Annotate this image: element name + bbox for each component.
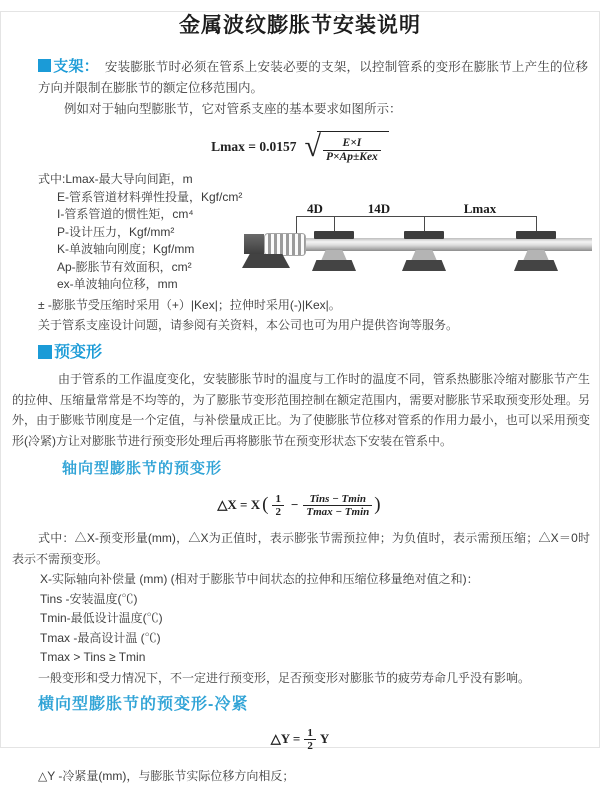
support-saddle (411, 250, 437, 261)
lateral-formula-lhs: △Y = (270, 731, 301, 746)
lateral-formula-rhs: Y (319, 731, 330, 746)
support-example-line: 例如对于轴向型膨胀节，它对管系支座的基本要求如图所示： (64, 102, 402, 116)
section-marker-icon (38, 59, 51, 72)
guide-support (311, 201, 357, 295)
support-intro-text: 安装膨胀节时必须在管系上安装必要的支架，以控制管系的变形在膨胀节上产生的位移方向并限制在膨胀节的额定位移范围内。 (38, 60, 588, 95)
temperature-fraction (303, 493, 372, 518)
axial-subheading: 轴向型膨胀节的预变形 (62, 460, 223, 477)
dim-label-14d: 14D (367, 201, 391, 216)
half-fraction (272, 493, 284, 518)
lateral-subheading: 横向型膨胀节的预变形-冷紧 (38, 696, 249, 713)
lmax-formula (0, 128, 600, 166)
definition-where-label: 式中:Lmax-最大导向间距，m (38, 172, 193, 186)
formula-lhs: Lmax = 0.0157 (211, 139, 297, 154)
dim-label-4d: 4D (307, 201, 323, 216)
radical-sign-icon: √ (304, 130, 321, 163)
open-paren: ( (262, 494, 269, 515)
radical-overbar (317, 131, 389, 164)
fraction-denominator: 2 (272, 505, 284, 518)
anchor-block (244, 234, 264, 254)
preform-body-paragraph: 由于管系的工作温度变化，安装膨胀节时的温度与工作时的温度不同，管系热膨胀冷缩对膨胀节产生的拉伸、压缩量常常是不均等的，为了膨胀节变形范围控制在额定范围内，需要对膨胀节采取预变形处理。另外，由于膨账节刚度是一个定值，与补偿量成正比。为了使膨胀节位移对管系的作用力最小，也可以采用预变形(冷紧)方让对膨胀节进行预变形处理后再将膨胀节在预变形状态下安装在管系中。 (12, 372, 590, 448)
definition-line: E-管系管道材料弹性投量，Kgf/cm² (57, 189, 243, 204)
axial-definition-line: Tins -安装温度(℃) (40, 591, 138, 606)
axial-definition-line: Tmin-最低设计温度(℃) (40, 611, 163, 625)
axial-condition-line: Tmax > Tins ≥ Tmin (40, 650, 146, 664)
support-saddle (523, 250, 549, 261)
fraction-denominator: 2 (304, 739, 316, 752)
support-foot (312, 260, 356, 271)
guide-support (401, 201, 447, 295)
axial-definition-line: Tmax -最高设计温 (℃) (40, 630, 161, 645)
support-cap (314, 231, 354, 239)
definition-line: Ap-膨胀节有效面积，cm² (57, 259, 192, 274)
guide-support (513, 201, 559, 295)
axial-definition-line: X-实际轴向补偿量 (mm) (相对于膨胀节中间状态的拉伸和压缩位移量绝对值之和)： (40, 572, 479, 586)
fraction-numerator: 1 (275, 492, 281, 505)
support-foot (402, 260, 446, 271)
definition-line: P-设计压力，Kgf/mm² (57, 224, 175, 239)
fraction-numerator: Tins − Tmin (309, 492, 366, 505)
pipe-support-diagram (244, 201, 594, 295)
fraction-numerator: 1 (307, 726, 313, 739)
preform-heading-text: 预变形 (54, 344, 103, 361)
fraction-denominator: Tmax − Tmin (303, 505, 372, 518)
dim-label-lmax: Lmax (463, 201, 497, 216)
lateral-formula (0, 724, 600, 754)
anchor-foot (242, 254, 290, 268)
axial-formula (0, 487, 600, 523)
support-intro-paragraph (38, 56, 588, 99)
close-paren: ) (374, 494, 381, 515)
anchor-support (244, 201, 290, 295)
page-title: 金属波纹膨胀节安装说明 (179, 14, 421, 37)
definitions-and-diagram (0, 171, 600, 295)
consult-note: 关于管系支座设计问题，请参阅有关资料，本公司也可为用户提供咨询等服务。 (38, 318, 459, 332)
formula-fraction (323, 137, 381, 164)
axial-general-note: 一般变形和受力情况下，不一定进行预变形，足否预变形对膨胀节的疲劳寿命几乎没有影响。 (38, 670, 531, 685)
support-section-heading: 支架： (53, 58, 99, 75)
support-foot (514, 260, 558, 271)
support-cap (404, 231, 444, 239)
half-fraction (304, 727, 316, 752)
fraction-numerator: E×I (342, 136, 362, 149)
definition-line: I-管系管道的惯性矩，cm⁴ (57, 207, 194, 221)
support-cap (516, 231, 556, 239)
lateral-note: △Y -冷紧量(mm)，与膨胀节实际位移方向相反； (38, 769, 295, 783)
document-page (0, 11, 600, 783)
axial-formula-lhs: △X = X (217, 497, 261, 512)
section-marker-icon (38, 345, 52, 359)
plusminus-note: ± -膨胀节受压缩时采用（+）|Kex|；拉伸时采用(-)|Kex|。 (38, 298, 341, 312)
definition-line: ex-单波轴向位移，mm (57, 277, 178, 291)
definition-line: K-单波轴向刚度；Kgf/mm (57, 242, 195, 256)
preform-section-heading (38, 342, 600, 364)
support-saddle (321, 250, 347, 261)
fraction-denominator: P×Ap±Kex (323, 150, 381, 164)
axial-where-paragraph: 式中：△X-预变形量(mm)，△X为正值时，表示膨张节需预拉伸；为负值时，表示需预压缩；△X＝0时表示不需预变形。 (12, 531, 590, 566)
minus-sign: − (290, 497, 299, 512)
